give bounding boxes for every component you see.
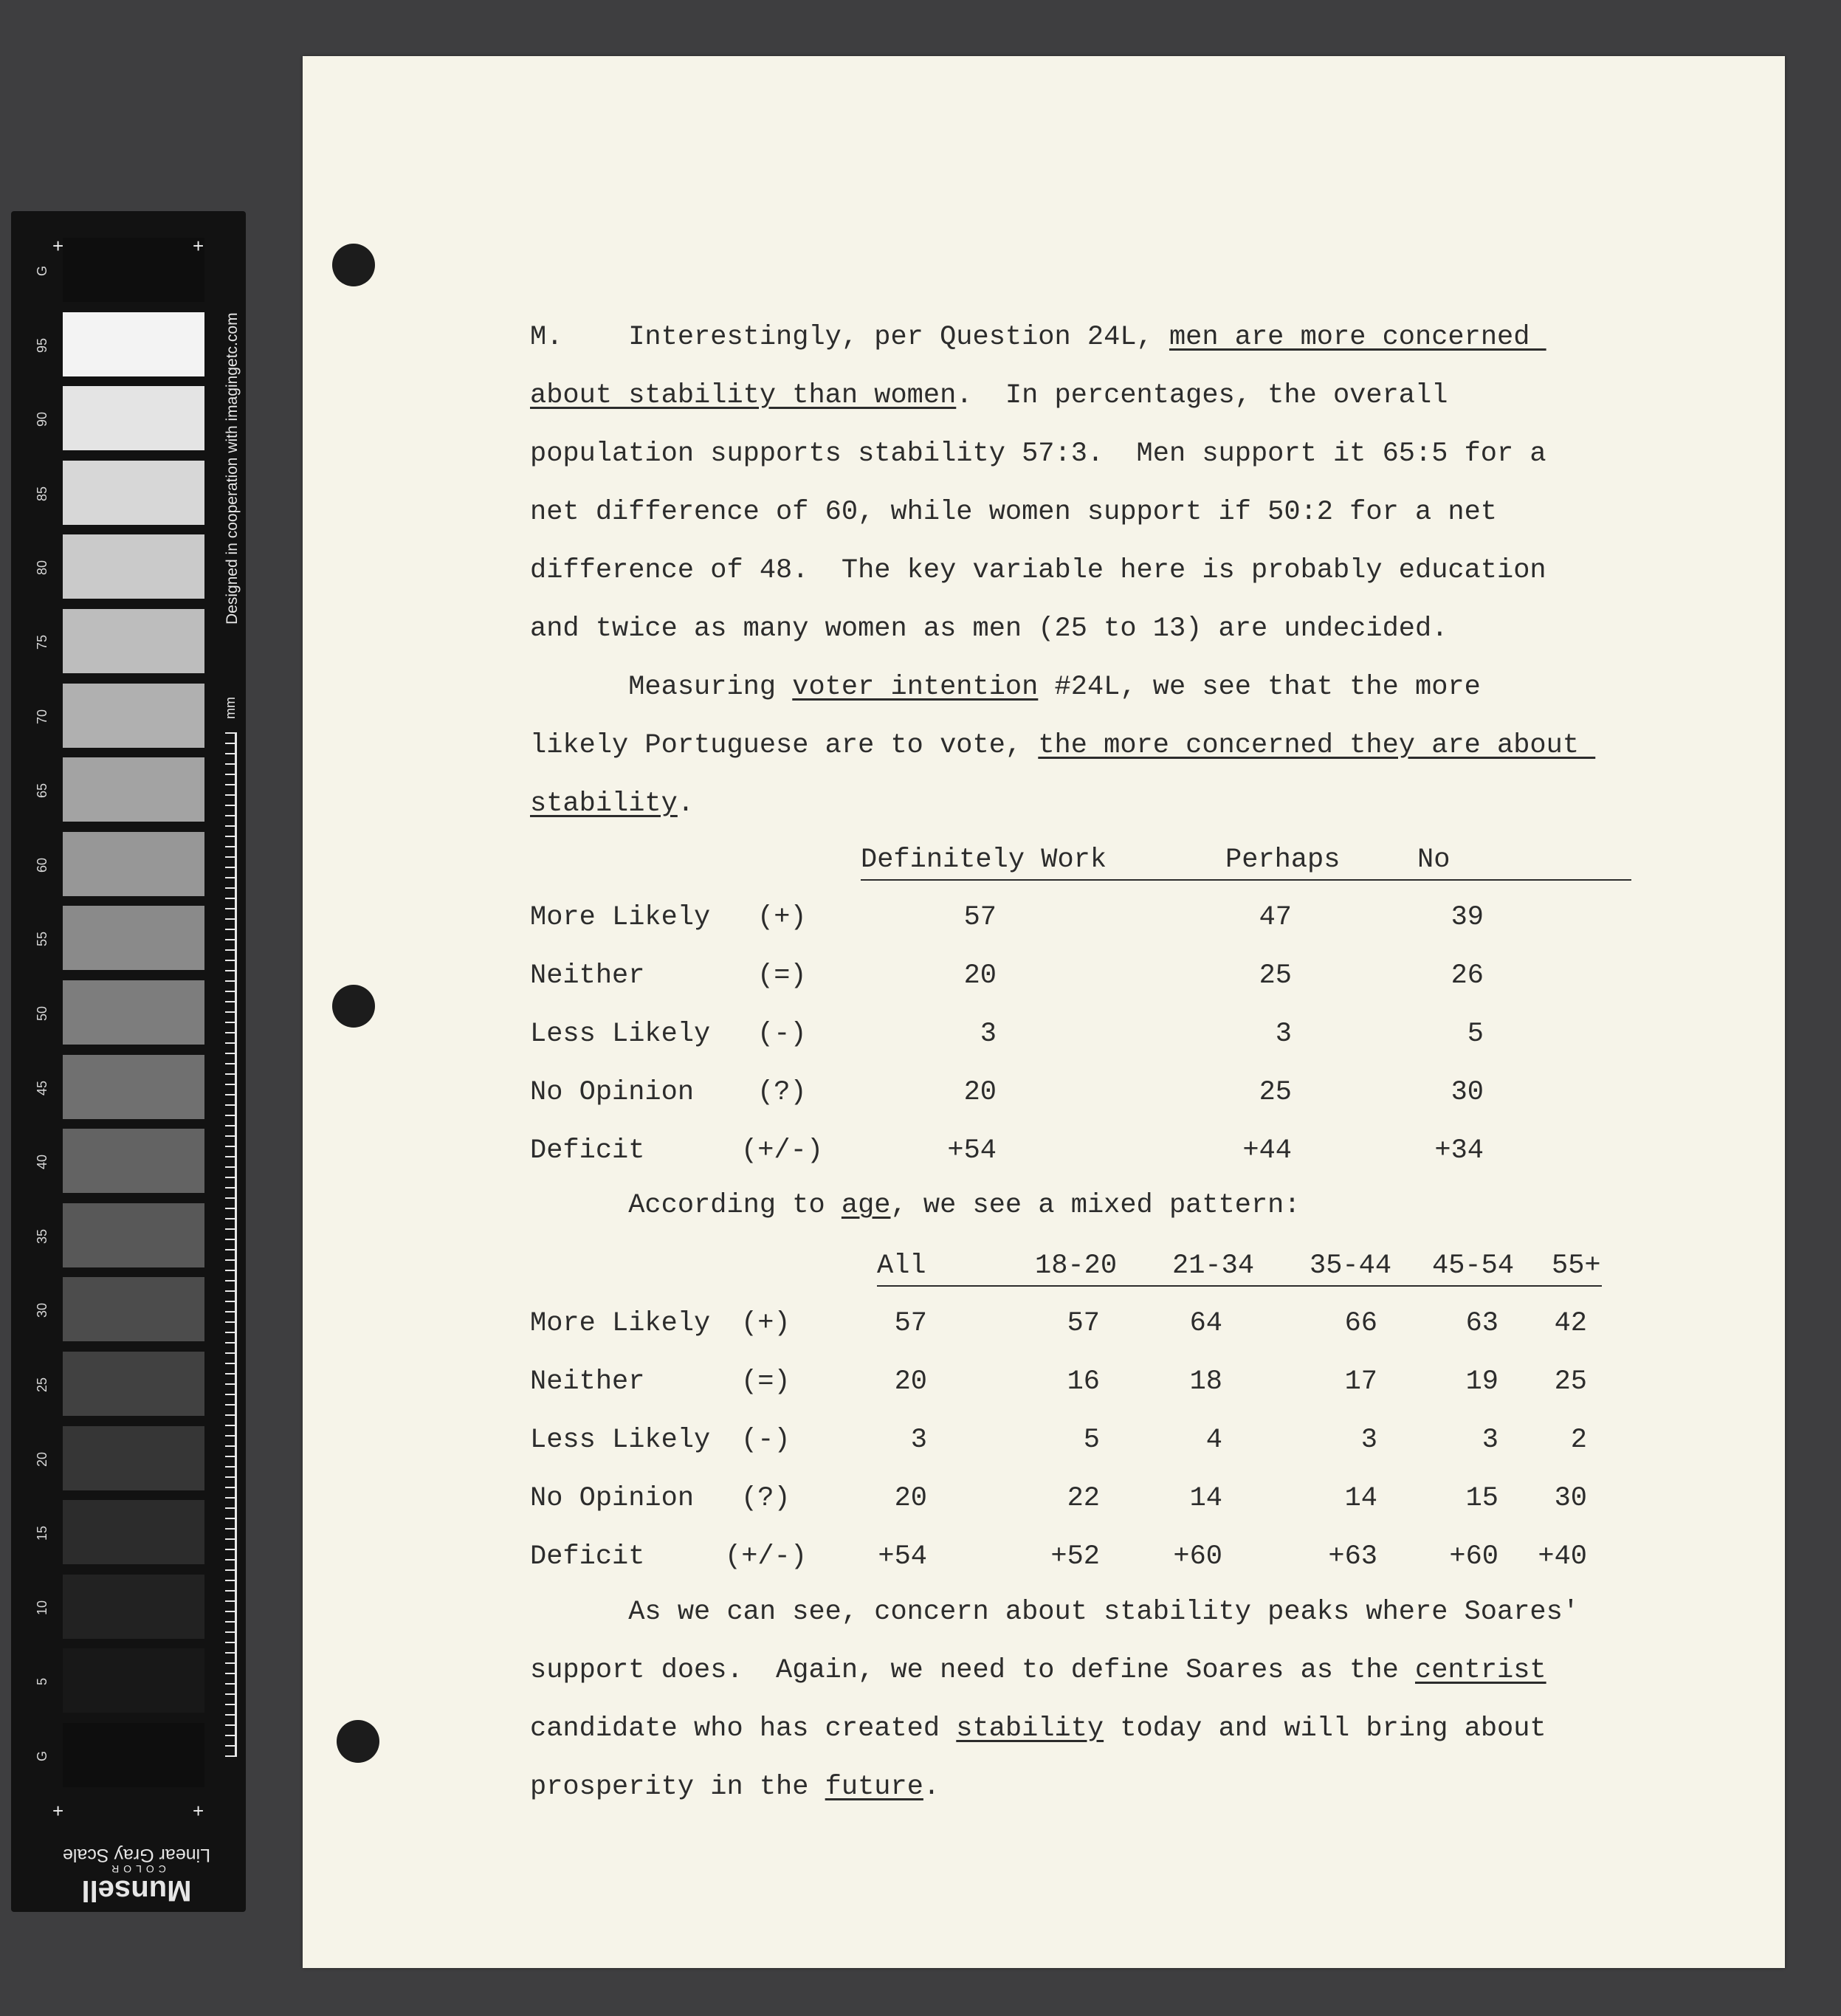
gray-patch-label: 15: [35, 1526, 49, 1541]
gray-patch: [63, 1426, 204, 1490]
gray-patch-label: 35: [35, 1228, 49, 1244]
plus-mark: +: [52, 235, 64, 257]
gray-patch: [63, 1500, 204, 1564]
row-label: More Likely: [530, 902, 711, 933]
text-run: today and will bring about: [1104, 1713, 1546, 1744]
text-run: net difference of 60, while women support if 50:2 for a net: [530, 497, 1498, 528]
table-cell: 14: [1344, 1483, 1377, 1514]
gray-patch: [63, 534, 204, 599]
table-cell: 2: [1570, 1425, 1587, 1456]
paragraph-line: [530, 1772, 940, 1803]
gray-patch: [63, 1352, 204, 1416]
gray-patch: [63, 757, 204, 822]
mm-ruler: [225, 732, 235, 1757]
gray-patch: [63, 386, 204, 450]
gray-patch-label: 60: [35, 857, 49, 873]
gray-patch: [63, 1203, 204, 1267]
column-header: No: [1417, 844, 1451, 875]
gray-patch-label: 80: [35, 560, 49, 576]
table-cell: 4: [1205, 1425, 1222, 1456]
column-header: 35-44: [1310, 1250, 1392, 1281]
table-cell: 18: [1189, 1366, 1222, 1397]
text-run: prosperity in the: [530, 1772, 825, 1803]
gray-patch: [63, 461, 204, 525]
table-cell: +60: [1173, 1541, 1222, 1572]
table-cell: 66: [1344, 1308, 1377, 1339]
underlined-text: future: [825, 1772, 923, 1803]
brand-logo: Munsell: [81, 1874, 192, 1907]
text-run: According to: [530, 1190, 842, 1221]
underlined-text: stability: [530, 788, 678, 819]
table-cell: 63: [1465, 1308, 1498, 1339]
text-run: . In percentages, the overall: [956, 380, 1448, 411]
table-cell: 42: [1554, 1308, 1587, 1339]
gray-patch-label: 10: [35, 1600, 49, 1615]
gray-patch-label: 65: [35, 783, 49, 799]
gray-patch-label: 90: [35, 412, 49, 427]
gray-patch: [63, 609, 204, 673]
text-run: and twice as many women as men (25 to 13) are undecided.: [530, 613, 1448, 644]
row-symbol: (?): [757, 1077, 807, 1108]
table-cell: +63: [1328, 1541, 1377, 1572]
table-cell: 14: [1189, 1483, 1222, 1514]
paragraph-line: [530, 788, 694, 819]
text-run: , we see a mixed pattern:: [890, 1190, 1301, 1221]
table-cell: 20: [963, 1077, 997, 1108]
table-cell: 3: [910, 1425, 927, 1456]
gray-patch: [63, 684, 204, 748]
mm-ruler-edge: [235, 732, 237, 1757]
gray-patch-label: 5: [35, 1678, 49, 1686]
table-cell: 15: [1465, 1483, 1498, 1514]
row-label: Deficit: [530, 1135, 645, 1166]
table-cell: +44: [1242, 1135, 1292, 1166]
underlined-text: stability: [956, 1713, 1104, 1744]
row-label: Neither: [530, 960, 645, 991]
underlined-text: centrist: [1415, 1655, 1546, 1686]
table-cell: 16: [1067, 1366, 1100, 1397]
table-cell: 22: [1067, 1483, 1100, 1514]
table-cell: 3: [980, 1019, 997, 1050]
column-header: 18-20: [1035, 1250, 1118, 1281]
plus-mark: +: [193, 1800, 204, 1822]
underlined-text: voter intention: [792, 672, 1039, 703]
paragraph-line: [530, 1655, 1546, 1686]
table-cell: +60: [1449, 1541, 1498, 1572]
column-header: Definitely Work: [861, 844, 1107, 875]
row-symbol: (=): [741, 1366, 791, 1397]
gray-patch-label: G: [35, 266, 49, 277]
table-cell: 57: [963, 902, 997, 933]
gray-patch-label: 40: [35, 1155, 49, 1170]
gray-patch-label: 45: [35, 1080, 49, 1095]
row-label: Less Likely: [530, 1019, 711, 1050]
gray-patch: [63, 980, 204, 1045]
gray-patch: [63, 1575, 204, 1639]
gray-scale-card: [11, 211, 246, 1912]
table-cell: 64: [1189, 1308, 1222, 1339]
underlined-text: age: [841, 1190, 891, 1221]
table-cell: 20: [963, 960, 997, 991]
row-label: No Opinion: [530, 1483, 695, 1514]
gray-patch-label: 55: [35, 932, 49, 947]
plus-mark: +: [193, 235, 204, 257]
row-symbol: (=): [757, 960, 807, 991]
gray-patch: [63, 1648, 204, 1713]
text-run: likely Portuguese are to vote,: [530, 730, 1039, 761]
brand-sub: COLOR: [107, 1863, 166, 1875]
underlined-text: the more concerned they are about: [1038, 730, 1596, 761]
underlined-text: about stability than women: [530, 380, 957, 411]
table-cell: 17: [1344, 1366, 1377, 1397]
text-run: candidate who has created: [530, 1713, 957, 1744]
text-run: Measuring: [530, 672, 793, 703]
gray-patch-label: 20: [35, 1451, 49, 1467]
gray-patch: [63, 1055, 204, 1119]
underlined-text: men are more concerned: [1169, 322, 1546, 353]
table-cell: 47: [1259, 902, 1292, 933]
table-cell: 25: [1259, 960, 1292, 991]
column-header: All: [877, 1250, 926, 1281]
column-header: Perhaps: [1225, 844, 1341, 875]
paragraph-line: [530, 438, 1546, 469]
header-rule: [877, 1285, 1602, 1287]
row-symbol: (+): [741, 1308, 791, 1339]
text-run: support does. Again, we need to define Soares as the: [530, 1655, 1415, 1686]
table-cell: 5: [1467, 1019, 1484, 1050]
ruler-unit: mm: [223, 697, 238, 719]
paragraph-line: [530, 1597, 1579, 1628]
row-label: Deficit: [530, 1541, 645, 1572]
row-symbol: (+/-): [725, 1541, 808, 1572]
text-run: .: [923, 1772, 940, 1803]
row-label: Neither: [530, 1366, 645, 1397]
scale-name: Linear Gray Scale: [62, 1845, 211, 1865]
paragraph-line: [530, 613, 1448, 644]
row-label: More Likely: [530, 1308, 711, 1339]
text-run: M. Interestingly, per Question 24L,: [530, 322, 1169, 353]
table-cell: 19: [1465, 1366, 1498, 1397]
paragraph-line: [530, 380, 1448, 411]
table-cell: 25: [1259, 1077, 1292, 1108]
table-cell: +52: [1050, 1541, 1100, 1572]
row-symbol: (-): [757, 1019, 807, 1050]
punch-hole: [332, 985, 375, 1028]
paragraph-line: [530, 555, 1546, 586]
gray-patch: [63, 312, 204, 376]
paragraph-line: [530, 672, 1481, 703]
row-symbol: (-): [741, 1425, 791, 1456]
table-cell: 39: [1451, 902, 1484, 933]
table-cell: +40: [1538, 1541, 1587, 1572]
text-run: #24L, we see that the more: [1038, 672, 1481, 703]
table-cell: 30: [1554, 1483, 1587, 1514]
gray-patch: [63, 1129, 204, 1193]
header-rule: [861, 879, 1631, 881]
gray-patch-label: 85: [35, 486, 49, 501]
punch-hole: [332, 244, 375, 286]
gray-patch-label: 25: [35, 1377, 49, 1393]
table-cell: +54: [947, 1135, 997, 1166]
table-cell: +34: [1434, 1135, 1484, 1166]
row-label: Less Likely: [530, 1425, 711, 1456]
gray-patch: [63, 1723, 204, 1787]
table-cell: +54: [878, 1541, 927, 1572]
table-cell: 57: [894, 1308, 927, 1339]
punch-hole: [337, 1720, 379, 1763]
gray-patch: [63, 238, 204, 302]
gray-patch: [63, 1277, 204, 1341]
table-cell: 20: [894, 1483, 927, 1514]
table-cell: 3: [1482, 1425, 1498, 1456]
table-cell: 57: [1067, 1308, 1100, 1339]
row-label: No Opinion: [530, 1077, 695, 1108]
table-cell: 3: [1360, 1425, 1377, 1456]
row-symbol: (+): [757, 902, 807, 933]
text-run: difference of 48. The key variable here is probably education: [530, 555, 1546, 586]
paragraph-line: [530, 1713, 1546, 1744]
table-cell: 20: [894, 1366, 927, 1397]
gray-patch: [63, 832, 204, 896]
table-cell: 3: [1275, 1019, 1292, 1050]
plus-mark: +: [52, 1800, 64, 1822]
row-symbol: (?): [741, 1483, 791, 1514]
row-symbol: (+/-): [741, 1135, 824, 1166]
gray-patch-label: 95: [35, 337, 49, 353]
text-run: .: [677, 788, 695, 819]
gray-patch-label: 50: [35, 1005, 49, 1022]
paragraph-line: [530, 730, 1595, 761]
gray-patch: [63, 906, 204, 970]
table-cell: 30: [1451, 1077, 1484, 1108]
gray-patch-label: G: [35, 1751, 49, 1762]
text-run: As we can see, concern about stability peaks where Soares': [530, 1597, 1580, 1628]
gray-patch-label: 75: [35, 634, 49, 650]
table-cell: 5: [1083, 1425, 1100, 1456]
paragraph-line: [530, 1190, 1301, 1221]
document-page: [303, 56, 1785, 1968]
paragraph-line: [530, 497, 1497, 528]
text-run: population supports stability 57:3. Men support it 65:5 for a: [530, 438, 1546, 469]
table-cell: 26: [1451, 960, 1484, 991]
column-header: 55+: [1552, 1250, 1601, 1281]
card-credit: Designed in cooperation with imagingetc.com: [224, 312, 241, 625]
paragraph-line: [530, 322, 1546, 353]
column-header: 21-34: [1172, 1250, 1255, 1281]
gray-patch-label: 30: [35, 1303, 49, 1318]
gray-patch-label: 70: [35, 709, 49, 724]
column-header: 45-54: [1432, 1250, 1515, 1281]
table-cell: 25: [1554, 1366, 1587, 1397]
